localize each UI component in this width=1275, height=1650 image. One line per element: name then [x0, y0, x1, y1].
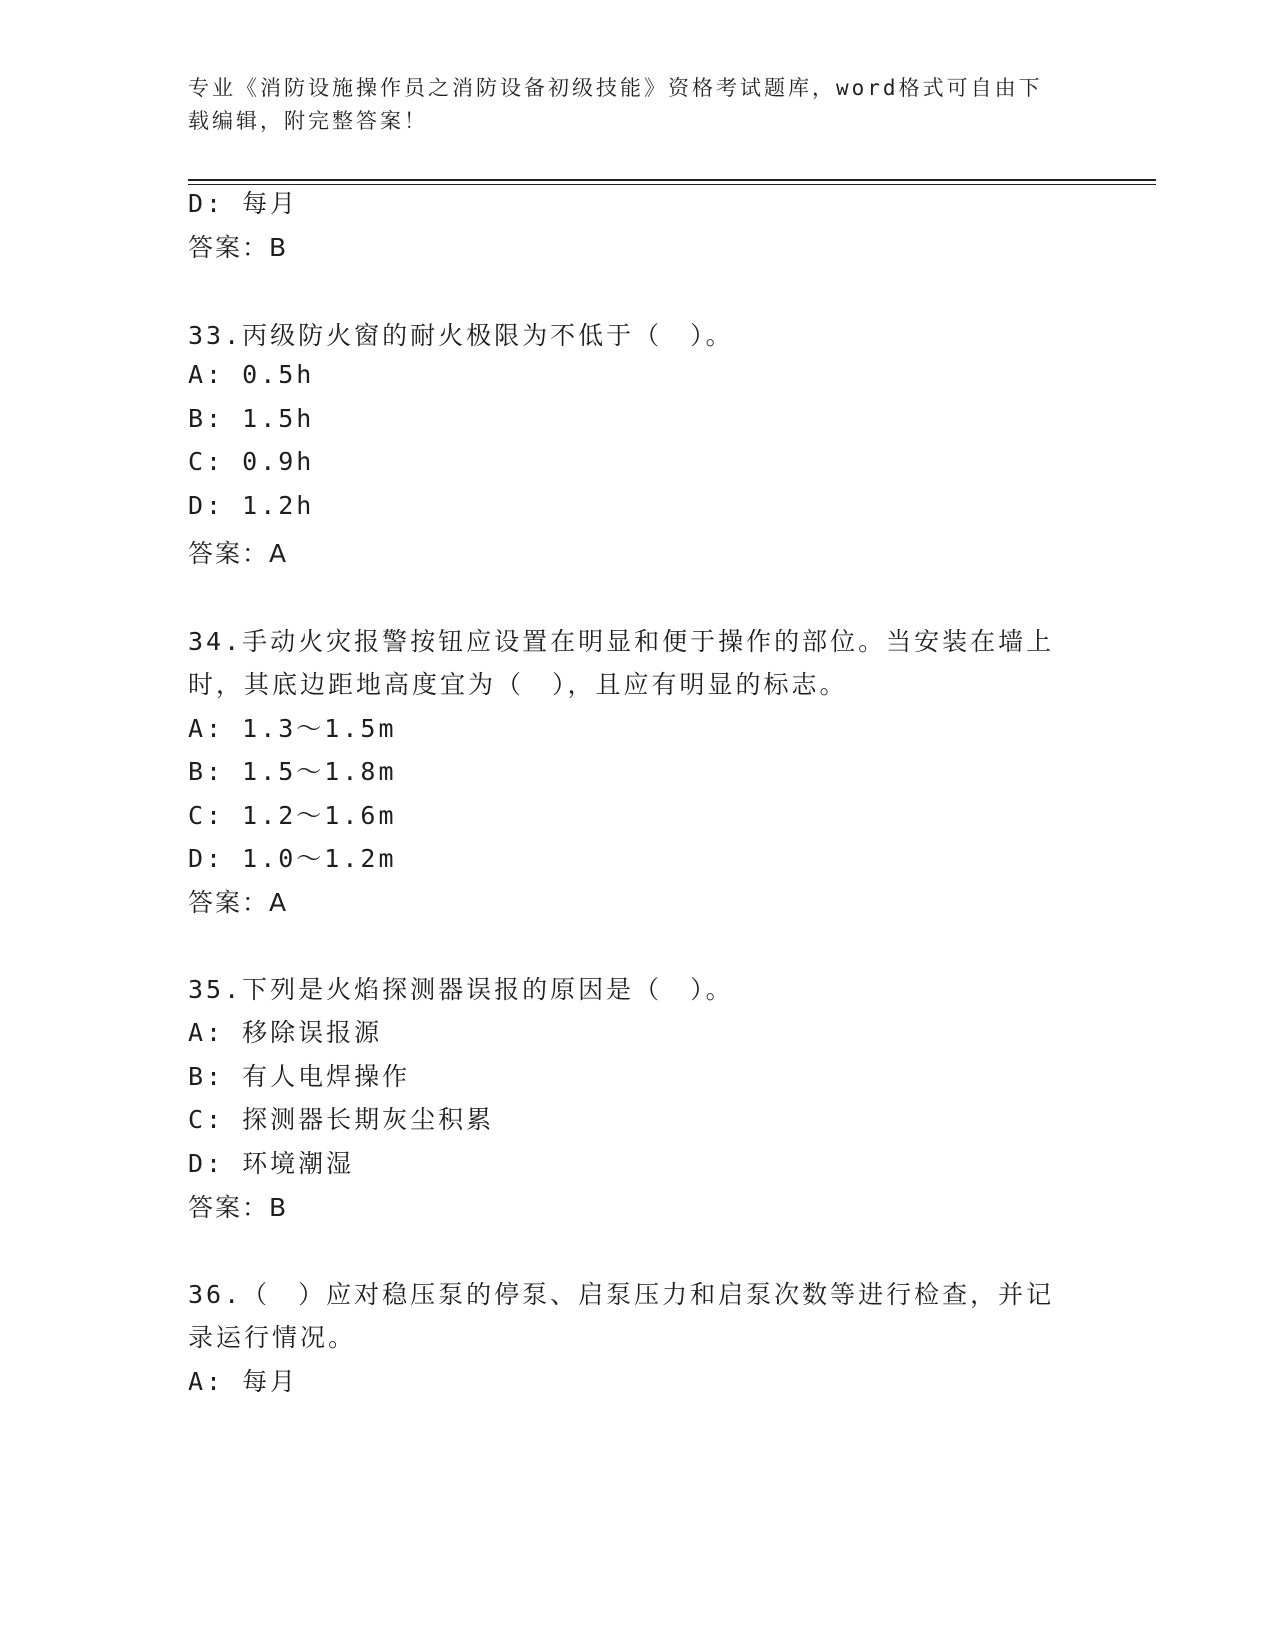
answer-line: 答案：B — [188, 233, 289, 262]
option-b: B: 有人电焊操作 — [188, 1062, 411, 1091]
option-a: A: 0.5h — [188, 360, 315, 389]
document-header — [188, 72, 1068, 138]
option-c: C: 探测器长期灰尘积累 — [188, 1105, 495, 1134]
answer-line: 答案：B — [188, 1193, 289, 1222]
option-c: C: 1.2～1.6m — [188, 801, 397, 830]
option-b: B: 1.5h — [188, 404, 315, 433]
answer-line: 答案：A — [188, 888, 289, 917]
option-a: A: 1.3～1.5m — [188, 714, 397, 743]
option-a: A: 每月 — [188, 1367, 299, 1396]
question-stem-36-line-2: 录运行情况。 — [188, 1323, 357, 1352]
option-d: D: 1.2h — [188, 491, 315, 520]
header-line-2: 载编辑，附完整答案！ — [188, 109, 428, 133]
option-a: A: 移除误报源 — [188, 1018, 383, 1047]
header-divider-thick — [188, 179, 1156, 181]
question-stem-33: 33.丙级防火窗的耐火极限为不低于（ ）。 — [188, 321, 734, 350]
option-d: D: 1.0～1.2m — [188, 844, 397, 873]
question-stem-34-line-2: 时，其底边距地高度宜为（ ），且应有明显的标志。 — [188, 670, 848, 699]
question-stem-36-line-1: 36.（ ）应对稳压泵的停泵、启泵压力和启泵次数等进行检查，并记 — [188, 1280, 1055, 1309]
question-stem-34-line-1: 34.手动火灾报警按钮应设置在明显和便于操作的部位。当安装在墙上 — [188, 627, 1055, 656]
option-d: D: 环境潮湿 — [188, 1149, 355, 1178]
option-d: D: 每月 — [188, 189, 299, 218]
question-stem-35: 35.下列是火焰探测器误报的原因是（ ）。 — [188, 975, 734, 1004]
header-line-1: 专业《消防设施操作员之消防设备初级技能》资格考试题库，word格式可自由下 — [188, 76, 1043, 100]
answer-line: 答案：A — [188, 539, 289, 568]
option-c: C: 0.9h — [188, 447, 315, 476]
header-divider-thin — [188, 184, 1156, 185]
option-b: B: 1.5～1.8m — [188, 757, 397, 786]
